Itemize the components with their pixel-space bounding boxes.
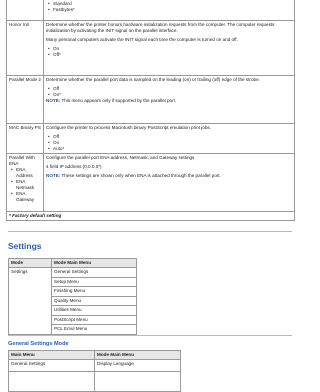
table-row — [9, 360, 181, 372]
sub-item: • ENA Netmask — [16, 179, 41, 191]
setting-name: Parallel With ENA — [9, 155, 35, 166]
menu-cell: PCL Emul Menu — [52, 325, 137, 335]
option-item: • On* — [53, 92, 292, 98]
menu-cell: PostScript Menu — [52, 315, 137, 325]
setting-name-cell — [7, 154, 44, 212]
setting-description-cell — [44, 76, 295, 124]
description-text: 4 field IP address (0.0.0.0*) — [46, 164, 102, 169]
note-body: This menu appears only if supported by the parallel port. — [60, 98, 177, 103]
table-row — [7, 21, 295, 76]
column-header: Main Menu — [9, 351, 95, 360]
setting-description-cell — [44, 154, 295, 212]
setting-name-cell: Parallel Mode 2 — [7, 76, 44, 124]
menu-cell — [95, 372, 181, 392]
sub-items-list — [9, 167, 41, 203]
table-row — [7, 212, 295, 221]
option-item: • Fastbytes* — [53, 7, 292, 13]
description-text: Determine whether the parallel port data is sampled on the leading (on) or trailing (off) edge of the strobe. — [46, 77, 260, 82]
settings-mode-table — [8, 258, 137, 335]
setting-description-cell — [44, 124, 295, 154]
menu-cell: Setup Menu — [52, 277, 137, 287]
note-label: NOTE: — [46, 98, 61, 103]
sub-item: • ENA Gateway — [16, 191, 41, 203]
option-item: • On — [53, 46, 292, 52]
options-list — [46, 134, 292, 152]
menu-cell: Utilities Menu — [52, 306, 137, 316]
menu-cell: General Settings — [52, 268, 137, 278]
option-item: • Auto* — [53, 146, 292, 152]
setting-name-cell: MAC Binary PS — [7, 124, 44, 154]
option-item: • Off* — [53, 52, 292, 58]
table-header-row — [9, 351, 181, 360]
table-row — [9, 372, 181, 392]
note-label: NOTE: — [46, 173, 61, 178]
table-row — [9, 268, 137, 278]
setting-name-cell: Honor Init — [7, 21, 44, 76]
column-header: Mode — [9, 259, 52, 268]
table-row — [7, 76, 295, 124]
option-item: • On — [53, 140, 292, 146]
column-header: Mode Main Menu — [95, 351, 181, 360]
table-header-row — [9, 259, 137, 268]
section-heading: Settings — [8, 241, 42, 251]
description-text: Determine whether the printer honors hardware initialization requests from the computer. The computer requests initialization by activating the INIT signal on the parallel interface. — [46, 22, 275, 33]
setting-description-cell — [44, 0, 295, 21]
table-row — [7, 124, 295, 154]
description-text: Configure the printer to process Macintosh binary PostScript emulation print jobs. — [46, 125, 211, 130]
menu-cell: Quality Menu — [52, 296, 137, 306]
menu-cell: Display Language — [95, 360, 181, 372]
mode-cell: Settings — [9, 268, 52, 335]
menu-cell: General Settings — [9, 360, 95, 372]
note-body: These settings are shown only when ENA is attached through the parallel port. — [60, 173, 221, 178]
subsection-heading: General Settings Mode — [8, 341, 69, 347]
description-text: Many personal computers activate the INIT signal each time the computer is turned on and off. — [46, 37, 238, 42]
note-text — [46, 98, 292, 104]
option-item: • Off — [53, 134, 292, 140]
table-row — [7, 154, 295, 212]
footnote: * Factory default setting — [7, 212, 295, 221]
option-item: • Off — [53, 86, 292, 92]
menu-cell — [9, 372, 95, 392]
options-list — [46, 46, 292, 58]
options-list — [46, 1, 292, 13]
description-text: Configure the parallel port ENA address, Netmask, and Gateway settings. — [46, 155, 196, 160]
note-text — [46, 173, 292, 179]
parallel-settings-table — [6, 0, 295, 221]
table-row — [7, 0, 295, 21]
setting-name-cell — [7, 0, 44, 21]
option-item: • Standard — [53, 1, 292, 7]
setting-description-cell — [44, 21, 295, 76]
menu-cell: Finishing Menu — [52, 287, 137, 297]
general-settings-table — [8, 350, 181, 392]
sub-item: • ENA Address — [16, 167, 41, 179]
column-header: Mode Main Menu — [52, 259, 137, 268]
options-list — [46, 86, 292, 98]
divider — [8, 335, 292, 336]
divider — [8, 231, 292, 232]
